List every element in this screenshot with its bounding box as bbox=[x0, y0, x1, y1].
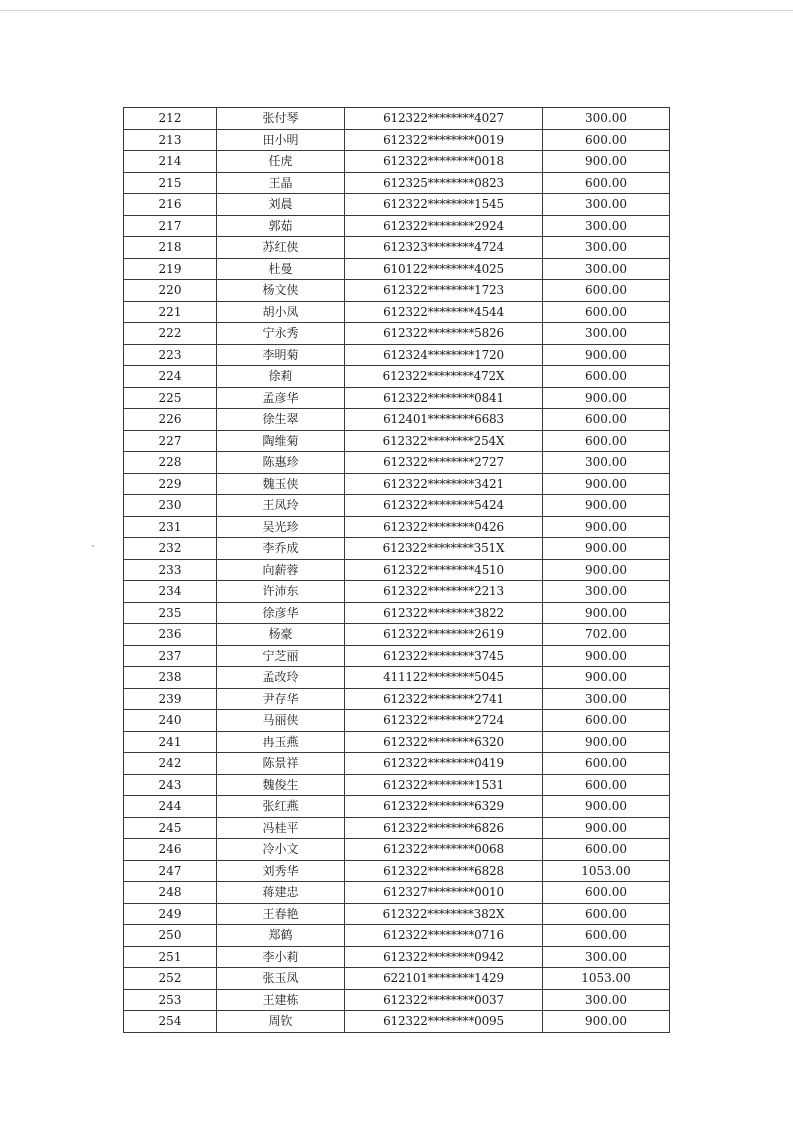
table-row bbox=[124, 194, 670, 216]
name-cell: 冷小文 bbox=[217, 839, 345, 861]
row-number-cell: 218 bbox=[124, 237, 217, 259]
amount-cell: 300.00 bbox=[543, 688, 670, 710]
amount-cell: 300.00 bbox=[543, 323, 670, 345]
name-cell: 杨豪 bbox=[217, 624, 345, 646]
name-cell: 魏玉侠 bbox=[217, 473, 345, 495]
amount-cell: 900.00 bbox=[543, 817, 670, 839]
amount-cell: 900.00 bbox=[543, 645, 670, 667]
row-number-cell: 225 bbox=[124, 387, 217, 409]
row-number-cell: 219 bbox=[124, 258, 217, 280]
row-number-cell: 220 bbox=[124, 280, 217, 302]
name-cell: 杨文侠 bbox=[217, 280, 345, 302]
row-number-cell: 230 bbox=[124, 495, 217, 517]
table-row bbox=[124, 559, 670, 581]
table-row bbox=[124, 903, 670, 925]
id-number-cell: 612322********5424 bbox=[345, 495, 543, 517]
id-number-cell: 612401********6683 bbox=[345, 409, 543, 431]
name-cell: 魏俊生 bbox=[217, 774, 345, 796]
id-number-cell: 612322********0018 bbox=[345, 151, 543, 173]
name-cell: 王凤玲 bbox=[217, 495, 345, 517]
amount-cell: 702.00 bbox=[543, 624, 670, 646]
id-number-cell: 612322********4510 bbox=[345, 559, 543, 581]
id-number-cell: 612322********2741 bbox=[345, 688, 543, 710]
amount-cell: 600.00 bbox=[543, 409, 670, 431]
id-number-cell: 612322********6826 bbox=[345, 817, 543, 839]
row-number-cell: 239 bbox=[124, 688, 217, 710]
row-number-cell: 213 bbox=[124, 129, 217, 151]
id-number-cell: 612322********0942 bbox=[345, 946, 543, 968]
amount-cell: 900.00 bbox=[543, 667, 670, 689]
table-row bbox=[124, 710, 670, 732]
amount-cell: 300.00 bbox=[543, 946, 670, 968]
row-number-cell: 249 bbox=[124, 903, 217, 925]
table-row bbox=[124, 129, 670, 151]
name-cell: 许沛东 bbox=[217, 581, 345, 603]
row-number-cell: 254 bbox=[124, 1011, 217, 1033]
row-number-cell: 233 bbox=[124, 559, 217, 581]
table-row bbox=[124, 925, 670, 947]
table-row bbox=[124, 237, 670, 259]
id-number-cell: 612325********0823 bbox=[345, 172, 543, 194]
row-number-cell: 240 bbox=[124, 710, 217, 732]
id-number-cell: 612322********0095 bbox=[345, 1011, 543, 1033]
id-number-cell: 612323********4724 bbox=[345, 237, 543, 259]
name-cell: 李小莉 bbox=[217, 946, 345, 968]
amount-cell: 600.00 bbox=[543, 280, 670, 302]
row-number-cell: 224 bbox=[124, 366, 217, 388]
id-number-cell: 612322********3421 bbox=[345, 473, 543, 495]
name-cell: 王春艳 bbox=[217, 903, 345, 925]
table-row bbox=[124, 473, 670, 495]
table-row bbox=[124, 796, 670, 818]
table-row bbox=[124, 387, 670, 409]
table-row bbox=[124, 624, 670, 646]
table-row bbox=[124, 495, 670, 517]
name-cell: 孟改玲 bbox=[217, 667, 345, 689]
table-row bbox=[124, 731, 670, 753]
amount-cell: 600.00 bbox=[543, 366, 670, 388]
row-number-cell: 228 bbox=[124, 452, 217, 474]
amount-cell: 600.00 bbox=[543, 753, 670, 775]
name-cell: 苏红侠 bbox=[217, 237, 345, 259]
amount-cell: 900.00 bbox=[543, 151, 670, 173]
name-cell: 宁芝丽 bbox=[217, 645, 345, 667]
amount-cell: 900.00 bbox=[543, 559, 670, 581]
name-cell: 任虎 bbox=[217, 151, 345, 173]
name-cell: 李明菊 bbox=[217, 344, 345, 366]
name-cell: 徐彦华 bbox=[217, 602, 345, 624]
id-number-cell: 612322********0419 bbox=[345, 753, 543, 775]
id-number-cell: 612322********5826 bbox=[345, 323, 543, 345]
name-cell: 徐莉 bbox=[217, 366, 345, 388]
table-row bbox=[124, 645, 670, 667]
table-row bbox=[124, 301, 670, 323]
name-cell: 郭茹 bbox=[217, 215, 345, 237]
amount-cell: 300.00 bbox=[543, 194, 670, 216]
name-cell: 冯桂平 bbox=[217, 817, 345, 839]
name-cell: 张玉凤 bbox=[217, 968, 345, 990]
id-number-cell: 612322********0037 bbox=[345, 989, 543, 1011]
amount-cell: 600.00 bbox=[543, 903, 670, 925]
row-number-cell: 238 bbox=[124, 667, 217, 689]
row-number-cell: 236 bbox=[124, 624, 217, 646]
table-row bbox=[124, 968, 670, 990]
name-cell: 宁永秀 bbox=[217, 323, 345, 345]
table-row bbox=[124, 860, 670, 882]
row-number-cell: 215 bbox=[124, 172, 217, 194]
row-number-cell: 241 bbox=[124, 731, 217, 753]
table-row bbox=[124, 602, 670, 624]
amount-cell: 900.00 bbox=[543, 516, 670, 538]
row-number-cell: 232 bbox=[124, 538, 217, 560]
id-number-cell: 622101********1429 bbox=[345, 968, 543, 990]
name-cell: 陶维菊 bbox=[217, 430, 345, 452]
name-cell: 马丽侠 bbox=[217, 710, 345, 732]
amount-cell: 300.00 bbox=[543, 215, 670, 237]
name-cell: 郑鹤 bbox=[217, 925, 345, 947]
name-cell: 刘晨 bbox=[217, 194, 345, 216]
row-number-cell: 217 bbox=[124, 215, 217, 237]
table-row bbox=[124, 1011, 670, 1033]
row-number-cell: 216 bbox=[124, 194, 217, 216]
name-cell: 周钦 bbox=[217, 1011, 345, 1033]
amount-cell: 600.00 bbox=[543, 710, 670, 732]
name-cell: 蒋建忠 bbox=[217, 882, 345, 904]
id-number-cell: 612322********2619 bbox=[345, 624, 543, 646]
name-cell: 王建栋 bbox=[217, 989, 345, 1011]
id-number-cell: 612322********0426 bbox=[345, 516, 543, 538]
row-number-cell: 234 bbox=[124, 581, 217, 603]
id-number-cell: 612322********6320 bbox=[345, 731, 543, 753]
id-number-cell: 612327********0010 bbox=[345, 882, 543, 904]
id-number-cell: 612322********351X bbox=[345, 538, 543, 560]
name-cell: 尹存华 bbox=[217, 688, 345, 710]
name-cell: 陈景祥 bbox=[217, 753, 345, 775]
row-number-cell: 237 bbox=[124, 645, 217, 667]
id-number-cell: 612322********1531 bbox=[345, 774, 543, 796]
row-number-cell: 244 bbox=[124, 796, 217, 818]
name-cell: 刘秀华 bbox=[217, 860, 345, 882]
id-number-cell: 612322********2924 bbox=[345, 215, 543, 237]
id-number-cell: 610122********4025 bbox=[345, 258, 543, 280]
table-row bbox=[124, 882, 670, 904]
row-number-cell: 227 bbox=[124, 430, 217, 452]
row-number-cell: 222 bbox=[124, 323, 217, 345]
name-cell: 张付琴 bbox=[217, 108, 345, 130]
amount-cell: 900.00 bbox=[543, 538, 670, 560]
table-row bbox=[124, 344, 670, 366]
name-cell: 胡小凤 bbox=[217, 301, 345, 323]
row-number-cell: 226 bbox=[124, 409, 217, 431]
amount-cell: 300.00 bbox=[543, 108, 670, 130]
amount-cell: 600.00 bbox=[543, 925, 670, 947]
id-number-cell: 612322********2727 bbox=[345, 452, 543, 474]
table-row bbox=[124, 430, 670, 452]
id-number-cell: 612322********3822 bbox=[345, 602, 543, 624]
id-number-cell: 612322********1545 bbox=[345, 194, 543, 216]
id-number-cell: 612322********4544 bbox=[345, 301, 543, 323]
table-row bbox=[124, 946, 670, 968]
table-row bbox=[124, 366, 670, 388]
amount-cell: 900.00 bbox=[543, 731, 670, 753]
table-row bbox=[124, 817, 670, 839]
row-number-cell: 252 bbox=[124, 968, 217, 990]
name-cell: 冉玉燕 bbox=[217, 731, 345, 753]
table-row bbox=[124, 688, 670, 710]
table-row bbox=[124, 323, 670, 345]
table-row bbox=[124, 516, 670, 538]
amount-cell: 1053.00 bbox=[543, 968, 670, 990]
table-row bbox=[124, 108, 670, 130]
row-number-cell: 235 bbox=[124, 602, 217, 624]
amount-cell: 300.00 bbox=[543, 989, 670, 1011]
id-number-cell: 612322********6828 bbox=[345, 860, 543, 882]
row-number-cell: 214 bbox=[124, 151, 217, 173]
id-number-cell: 612322********254X bbox=[345, 430, 543, 452]
table-row bbox=[124, 774, 670, 796]
table-row bbox=[124, 172, 670, 194]
amount-cell: 300.00 bbox=[543, 258, 670, 280]
id-number-cell: 612322********472X bbox=[345, 366, 543, 388]
amount-cell: 600.00 bbox=[543, 301, 670, 323]
table-row bbox=[124, 839, 670, 861]
name-cell: 向薪蓉 bbox=[217, 559, 345, 581]
amount-cell: 600.00 bbox=[543, 430, 670, 452]
table-row bbox=[124, 151, 670, 173]
amount-cell: 600.00 bbox=[543, 774, 670, 796]
amount-cell: 900.00 bbox=[543, 1011, 670, 1033]
table-row bbox=[124, 452, 670, 474]
amount-cell: 300.00 bbox=[543, 237, 670, 259]
id-number-cell: 612322********0068 bbox=[345, 839, 543, 861]
name-cell: 李乔成 bbox=[217, 538, 345, 560]
scan-speck bbox=[92, 545, 94, 547]
name-cell: 杜曼 bbox=[217, 258, 345, 280]
name-cell: 徐生翠 bbox=[217, 409, 345, 431]
table-row bbox=[124, 215, 670, 237]
table-row bbox=[124, 409, 670, 431]
amount-cell: 600.00 bbox=[543, 882, 670, 904]
id-number-cell: 411122********5045 bbox=[345, 667, 543, 689]
id-number-cell: 612322********1723 bbox=[345, 280, 543, 302]
row-number-cell: 212 bbox=[124, 108, 217, 130]
row-number-cell: 221 bbox=[124, 301, 217, 323]
amount-cell: 900.00 bbox=[543, 473, 670, 495]
amount-cell: 600.00 bbox=[543, 839, 670, 861]
id-number-cell: 612322********0841 bbox=[345, 387, 543, 409]
row-number-cell: 242 bbox=[124, 753, 217, 775]
roster-table bbox=[123, 107, 670, 1033]
name-cell: 孟彦华 bbox=[217, 387, 345, 409]
id-number-cell: 612322********382X bbox=[345, 903, 543, 925]
row-number-cell: 229 bbox=[124, 473, 217, 495]
row-number-cell: 247 bbox=[124, 860, 217, 882]
id-number-cell: 612322********2724 bbox=[345, 710, 543, 732]
table-row bbox=[124, 258, 670, 280]
row-number-cell: 251 bbox=[124, 946, 217, 968]
table-row bbox=[124, 667, 670, 689]
table-row bbox=[124, 538, 670, 560]
row-number-cell: 243 bbox=[124, 774, 217, 796]
row-number-cell: 250 bbox=[124, 925, 217, 947]
table-row bbox=[124, 280, 670, 302]
row-number-cell: 245 bbox=[124, 817, 217, 839]
amount-cell: 900.00 bbox=[543, 387, 670, 409]
id-number-cell: 612322********4027 bbox=[345, 108, 543, 130]
amount-cell: 300.00 bbox=[543, 452, 670, 474]
id-number-cell: 612322********6329 bbox=[345, 796, 543, 818]
id-number-cell: 612322********0019 bbox=[345, 129, 543, 151]
amount-cell: 900.00 bbox=[543, 602, 670, 624]
amount-cell: 900.00 bbox=[543, 796, 670, 818]
amount-cell: 600.00 bbox=[543, 129, 670, 151]
row-number-cell: 231 bbox=[124, 516, 217, 538]
amount-cell: 900.00 bbox=[543, 495, 670, 517]
amount-cell: 900.00 bbox=[543, 344, 670, 366]
top-scan-edge bbox=[0, 10, 793, 11]
roster-table-body bbox=[124, 108, 670, 1033]
id-number-cell: 612324********1720 bbox=[345, 344, 543, 366]
row-number-cell: 223 bbox=[124, 344, 217, 366]
name-cell: 田小明 bbox=[217, 129, 345, 151]
row-number-cell: 253 bbox=[124, 989, 217, 1011]
id-number-cell: 612322********2213 bbox=[345, 581, 543, 603]
amount-cell: 300.00 bbox=[543, 581, 670, 603]
table-row bbox=[124, 989, 670, 1011]
name-cell: 王晶 bbox=[217, 172, 345, 194]
table-row bbox=[124, 753, 670, 775]
name-cell: 张红燕 bbox=[217, 796, 345, 818]
row-number-cell: 248 bbox=[124, 882, 217, 904]
name-cell: 吴光珍 bbox=[217, 516, 345, 538]
amount-cell: 600.00 bbox=[543, 172, 670, 194]
id-number-cell: 612322********0716 bbox=[345, 925, 543, 947]
name-cell: 陈惠珍 bbox=[217, 452, 345, 474]
id-number-cell: 612322********3745 bbox=[345, 645, 543, 667]
amount-cell: 1053.00 bbox=[543, 860, 670, 882]
table-row bbox=[124, 581, 670, 603]
row-number-cell: 246 bbox=[124, 839, 217, 861]
